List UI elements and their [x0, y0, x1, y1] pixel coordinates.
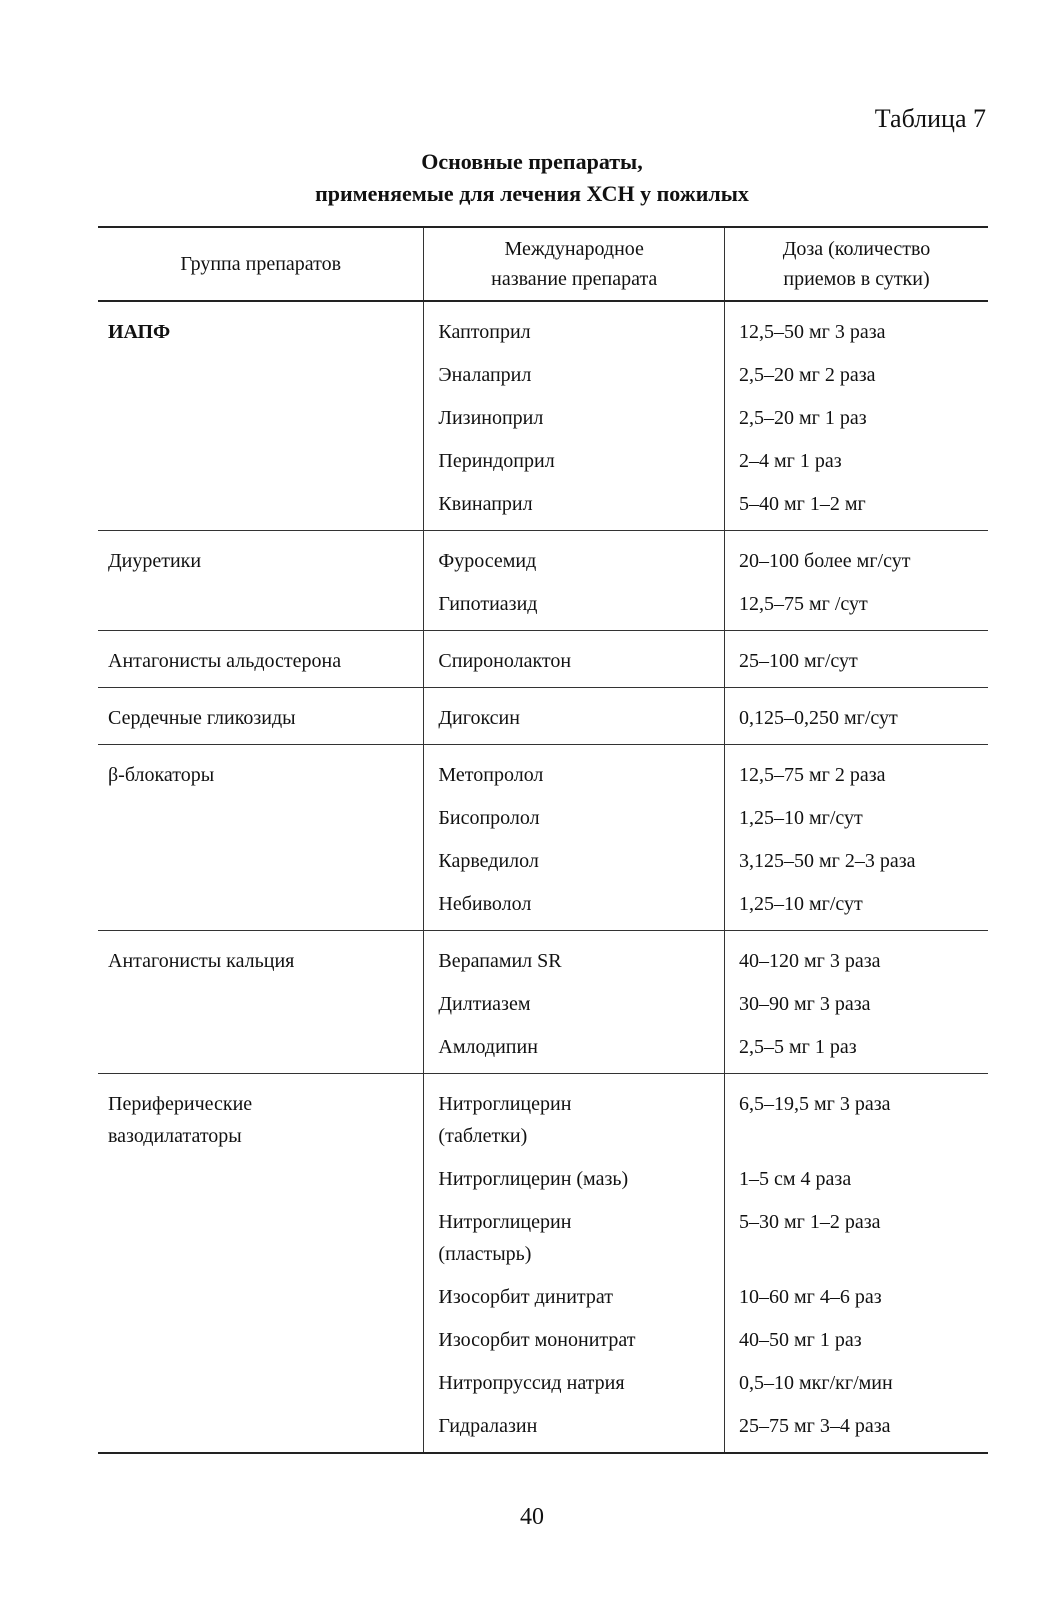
group-name: Периферические вазодилататоры: [108, 1093, 253, 1147]
table-row: [98, 688, 988, 745]
group-name: Сердечные гликозиды: [108, 707, 296, 729]
drug-dose: 2,5–20 мг 2 раза: [739, 364, 876, 386]
table-row: [98, 531, 988, 578]
drug-name: Квинаприл: [424, 477, 725, 531]
header-dose: Доза (количество приемов в сутки): [782, 238, 931, 290]
drug-name: Изосорбит мононитрат: [424, 1313, 725, 1356]
drug-dose: 40–50 мг 1 раз: [739, 1329, 862, 1351]
table-label: Таблица 7: [874, 104, 986, 133]
drug-name: Фуросемид: [424, 531, 725, 578]
group-name: Антагонисты кальция: [108, 950, 295, 972]
drug-name: Эналаприл: [424, 348, 725, 391]
group-name: β-блокаторы: [108, 764, 215, 786]
drug-name: Изосорбит динитрат: [424, 1270, 725, 1313]
drug-name: Нитропруссид натрия: [424, 1356, 725, 1399]
group-cardiac-glycosides: [98, 688, 988, 745]
table-row: [98, 631, 988, 688]
table-header-row: [98, 227, 988, 301]
drug-dose: 5–30 мг 1–2 раза: [739, 1211, 881, 1233]
drug-dose: 12,5–50 мг 3 раза: [739, 321, 886, 343]
table-title: [0, 146, 1064, 210]
drug-name: Каптоприл: [424, 301, 725, 348]
drug-name: Гипотиазид: [424, 577, 725, 631]
drug-name: Верапамил SR: [424, 931, 725, 978]
group-diuretics: [98, 531, 988, 631]
drug-dose: 3,125–50 мг 2–3 раза: [739, 850, 916, 872]
drug-dose: 2–4 мг 1 раз: [739, 450, 842, 472]
table-row: [98, 301, 988, 348]
drug-dose: 2,5–5 мг 1 раз: [739, 1036, 857, 1058]
drug-dose: 1,25–10 мг/сут: [739, 807, 863, 829]
group-ace-inhibitors: [98, 301, 988, 531]
drug-name: Бисопролол: [424, 791, 725, 834]
drug-dose: 12,5–75 мг 2 раза: [739, 764, 886, 786]
drug-dose: 20–100 более мг/сут: [739, 550, 911, 572]
group-name: Диуретики: [108, 550, 202, 572]
drug-dose: 2,5–20 мг 1 раз: [739, 407, 867, 429]
drug-name: Спиронолактон: [424, 631, 725, 688]
group-name: Антагонисты альдостерона: [108, 650, 342, 672]
title-line-2: применяемые для лечения ХСН у пожилых: [315, 181, 749, 206]
drug-dose: 1–5 см 4 раза: [739, 1168, 852, 1190]
drug-name: Нитроглицерин (пластырь): [424, 1195, 725, 1270]
header-group: Группа препаратов: [180, 253, 342, 275]
group-aldosterone-antagonists: [98, 631, 988, 688]
drug-dose: 12,5–75 мг /сут: [739, 593, 868, 615]
drug-dose: 25–75 мг 3–4 раза: [739, 1415, 891, 1437]
header-name: Международное название препарата: [424, 227, 725, 301]
drug-dose: 0,5–10 мкг/кг/мин: [739, 1372, 893, 1394]
drug-name: Нитроглицерин (мазь): [424, 1152, 725, 1195]
drug-dose: 25–100 мг/сут: [739, 650, 858, 672]
drug-name: Нитроглицерин (таблетки): [424, 1074, 725, 1153]
drug-dose: 1,25–10 мг/сут: [739, 893, 863, 915]
page-number: 40: [520, 1504, 544, 1530]
drug-name: Периндоприл: [424, 434, 725, 477]
drug-dose: 0,125–0,250 мг/сут: [739, 707, 898, 729]
table-row: [98, 931, 988, 978]
drugs-table: [98, 226, 988, 1454]
table-row: [98, 1074, 988, 1153]
drug-name: Лизиноприл: [424, 391, 725, 434]
title-line-1: Основные препараты,: [421, 149, 643, 174]
drug-name: Дигоксин: [424, 688, 725, 745]
drug-dose: 5–40 мг 1–2 мг: [739, 493, 866, 515]
drug-name: Амлодипин: [424, 1020, 725, 1074]
group-beta-blockers: [98, 745, 988, 931]
drug-name: Метопролол: [424, 745, 725, 792]
drug-name: Дилтиазем: [424, 977, 725, 1020]
group-peripheral-vasodilators: [98, 1074, 988, 1454]
drug-dose: 10–60 мг 4–6 раз: [739, 1286, 882, 1308]
drug-name: Небиволол: [424, 877, 725, 931]
group-calcium-antagonists: [98, 931, 988, 1074]
drug-dose: 40–120 мг 3 раза: [739, 950, 881, 972]
group-name: ИАПФ: [108, 321, 171, 343]
table-row: [98, 745, 988, 792]
drug-name: Гидралазин: [424, 1399, 725, 1453]
drug-dose: 6,5–19,5 мг 3 раза: [739, 1093, 891, 1115]
drug-dose: 30–90 мг 3 раза: [739, 993, 871, 1015]
drug-name: Карведилол: [424, 834, 725, 877]
